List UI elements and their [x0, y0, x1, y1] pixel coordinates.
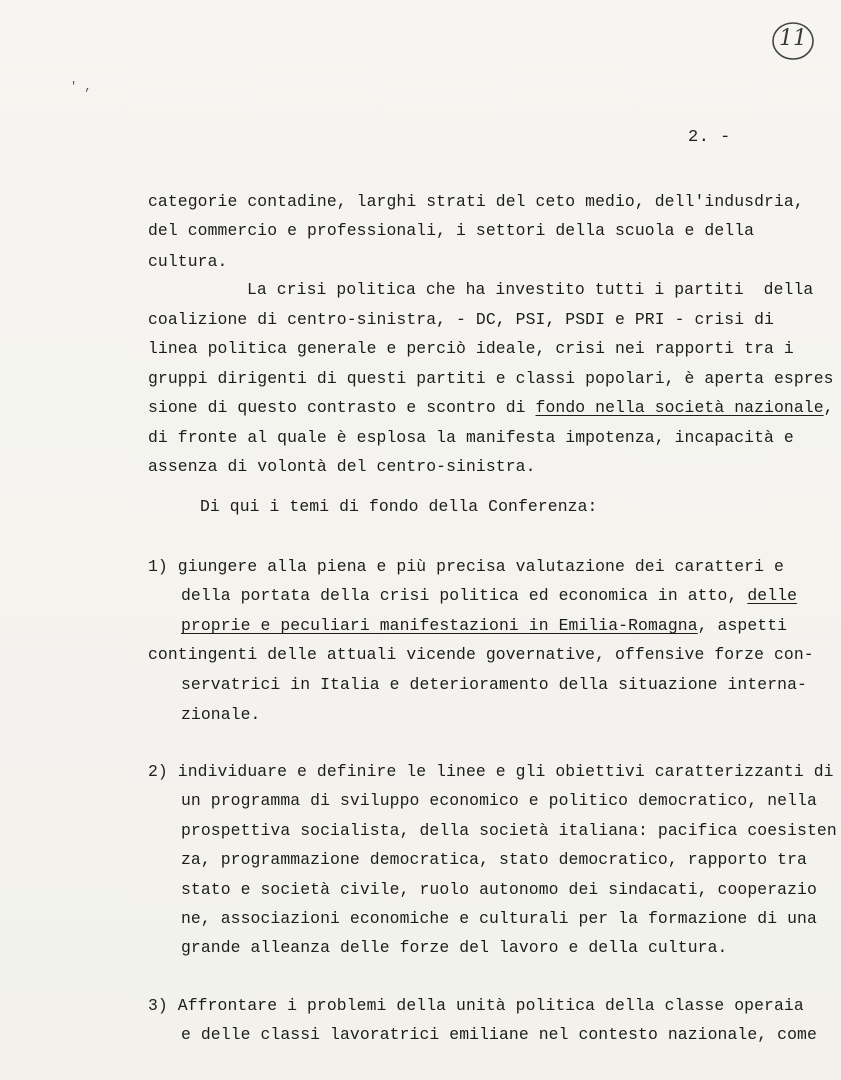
text-line: servatrici in Italia e deterioramento della situazione interna-: [181, 675, 807, 694]
text-line: contingenti delle attuali vicende governative, offensive forze con-: [148, 645, 814, 664]
text-line: categorie contadine, larghi strati del ceto medio, dell'indusdria,: [148, 192, 804, 211]
text-line: e delle classi lavoratrici emiliane nel contesto nazionale, come: [181, 1025, 817, 1044]
text-line: za, programmazione democratica, stato democratico, rapporto tra: [181, 850, 807, 869]
underlined-phrase: proprie e peculiari manifestazioni in Emilia-Romagna: [181, 616, 698, 635]
text-line: di fronte al quale è esplosa la manifesta impotenza, incapacità e: [148, 428, 794, 447]
text-segment: , aspetti: [697, 616, 788, 635]
stamp-number: 11: [779, 26, 807, 51]
text-line: [148, 398, 834, 418]
page-number-stamp: [770, 18, 816, 64]
text-line: un programma di sviluppo economico e politico democratico, nella: [181, 791, 817, 810]
list-item-line: 3) Affrontare i problemi della unità politica della classe operaia: [148, 996, 804, 1015]
text-line: assenza di volontà del centro-sinistra.: [148, 457, 536, 476]
page-number: 2. -: [688, 128, 731, 147]
text-segment: sione di questo contrasto e scontro di: [148, 398, 536, 417]
underlined-phrase: delle: [747, 586, 798, 605]
list-item-line: 1) giungere alla piena e più precisa valutazione dei caratteri e: [148, 557, 784, 576]
scan-marks: ' ,: [70, 80, 92, 94]
text-line: gruppi dirigenti di questi partiti e classi popolari, è aperta espres: [148, 369, 834, 388]
text-line: cultura.: [148, 252, 228, 271]
text-line: [181, 616, 787, 636]
text-segment: ,: [823, 398, 834, 417]
text-line: prospettiva socialista, della società italiana: pacifica coesisten: [181, 821, 837, 840]
text-line: del commercio e professionali, i settori della scuola e della: [148, 221, 755, 240]
text-segment: della portata della crisi politica ed economica in atto,: [181, 586, 748, 605]
section-heading: Di qui i temi di fondo della Conferenza:: [200, 497, 598, 516]
text-line: [181, 586, 797, 606]
text-line: stato e società civile, ruolo autonomo dei sindacati, cooperazio: [181, 880, 817, 899]
text-line: La crisi politica che ha investito tutti i partiti della: [247, 280, 814, 299]
list-item-line: 2) individuare e definire le linee e gli obiettivi caratterizzanti di: [148, 762, 834, 781]
text-line: linea politica generale e perciò ideale, crisi nei rapporti tra i: [148, 339, 794, 358]
text-line: coalizione di centro-sinistra, - DC, PSI, PSDI e PRI - crisi di: [148, 310, 774, 329]
text-line: zionale.: [181, 705, 261, 724]
underlined-phrase: fondo nella società nazionale: [535, 398, 824, 417]
text-line: ne, associazioni economiche e culturali per la formazione di una: [181, 909, 817, 928]
text-line: grande alleanza delle forze del lavoro e della cultura.: [181, 938, 728, 957]
